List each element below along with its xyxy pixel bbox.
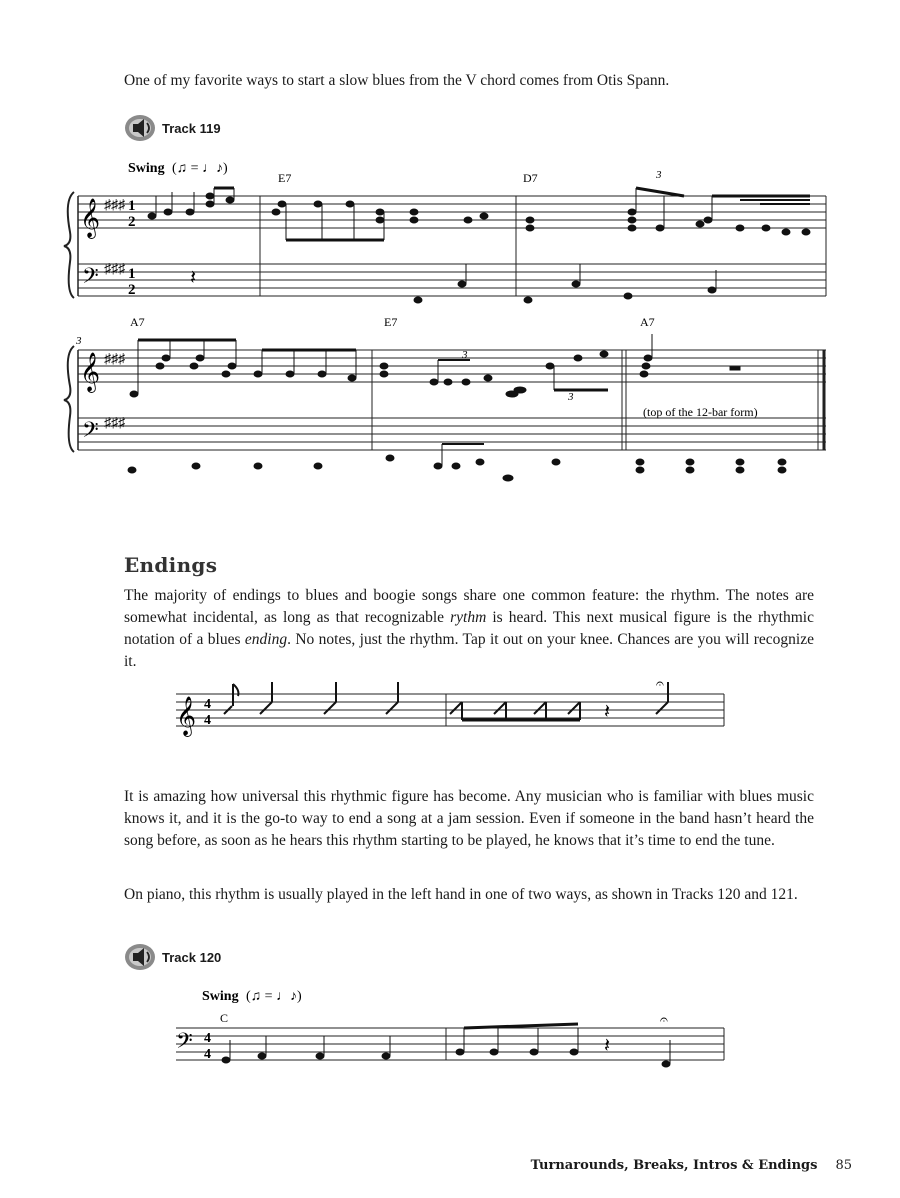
- intro-text: One of my favorite ways to start a slow blues from the V chord comes from Otis Spann.: [124, 72, 670, 89]
- endings-paragraph-2: It is amazing how universal this rhythmic figure has become. Any musician who is familiar with blues music knows it, and it is the go-to way to end a song at a jam session. Even if someone in the band hasn’t heard the song before, as soon as he hears this rhythm starting to be played, he knows that it’s time to end the tune.: [124, 788, 814, 849]
- time-signature: 1: [128, 266, 136, 282]
- treble-clef: 𝄞: [80, 354, 101, 391]
- measure-number: 3: [76, 335, 82, 347]
- key-signature: ♯♯♯: [104, 416, 125, 431]
- time-signature: 2: [128, 282, 136, 298]
- tuplet-mark: 3: [462, 349, 468, 361]
- bass-clef: 𝄢: [82, 418, 99, 447]
- chord-label: C: [220, 1011, 229, 1025]
- rest: 𝄽: [604, 701, 611, 723]
- chord-label: A7: [130, 315, 145, 329]
- tuplet-mark: 3: [656, 169, 662, 181]
- page-footer: [0, 1158, 852, 1173]
- score-track-120: [0, 980, 900, 1070]
- score-track-119: [0, 0, 900, 520]
- rest: 𝄽: [190, 267, 197, 289]
- page-number: 85: [835, 1158, 852, 1173]
- track-120-badge[interactable]: [124, 943, 221, 971]
- time-signature: 4: [204, 697, 211, 712]
- bass-clef: 𝄢: [82, 264, 99, 293]
- form-annotation: (top of the 12-bar form): [643, 405, 758, 419]
- chord-label: E7: [278, 171, 292, 185]
- endings-paragraph-3: On piano, this rhythm is usually played in the left hand in one of two ways, as shown in Tracks 120 and 121.: [124, 886, 798, 903]
- time-signature: 4: [204, 1047, 211, 1062]
- treble-clef: 𝄞: [80, 200, 101, 237]
- speaker-icon: [124, 943, 156, 971]
- notes-system-1: [148, 188, 810, 303]
- time-signature: 1: [128, 198, 136, 214]
- track-119-label: Track 119: [162, 120, 221, 136]
- key-signature: ♯♯♯: [104, 352, 125, 367]
- chord-label: D7: [523, 171, 538, 185]
- swing-ratio: (♫ = ♩♪): [172, 161, 228, 176]
- tempo-marking: Swing: [128, 161, 165, 176]
- section-heading: Endings: [124, 553, 218, 577]
- endings-paragraph-1: The majority of endings to blues and boogie songs share one common feature: the rhythm. The notes are somewhat incidental, as long as that recognizable rythm is heard. This next musical figure is the rhythmic notation of a blues ending. No notes, just the rhythm. Tap it out on your knee. Chances are you will recognize it.: [124, 587, 814, 670]
- track-120-label: Track 120: [162, 949, 222, 965]
- system-2: [64, 346, 826, 452]
- chord-label: A7: [640, 315, 655, 329]
- rhythm-figure: [0, 680, 900, 740]
- fermata: 𝄐: [656, 680, 664, 692]
- key-signature: ♯♯♯: [104, 262, 125, 277]
- footer-title: Turnarounds, Breaks, Intros & Endings: [530, 1158, 818, 1173]
- rest: 𝄽: [604, 1035, 611, 1057]
- tuplet-mark: 3: [568, 391, 574, 403]
- time-signature: 4: [204, 1031, 211, 1046]
- swing-ratio: (♫ = ♩♪): [246, 989, 302, 1004]
- bass-clef: 𝄢: [176, 1029, 193, 1058]
- time-signature: 4: [204, 713, 211, 728]
- chord-label: E7: [384, 315, 398, 329]
- key-signature: ♯♯♯: [104, 198, 125, 213]
- treble-clef: 𝄞: [176, 698, 197, 735]
- tempo-marking: Swing: [202, 989, 239, 1004]
- time-signature: 2: [128, 214, 136, 230]
- fermata: 𝄐: [660, 1013, 668, 1028]
